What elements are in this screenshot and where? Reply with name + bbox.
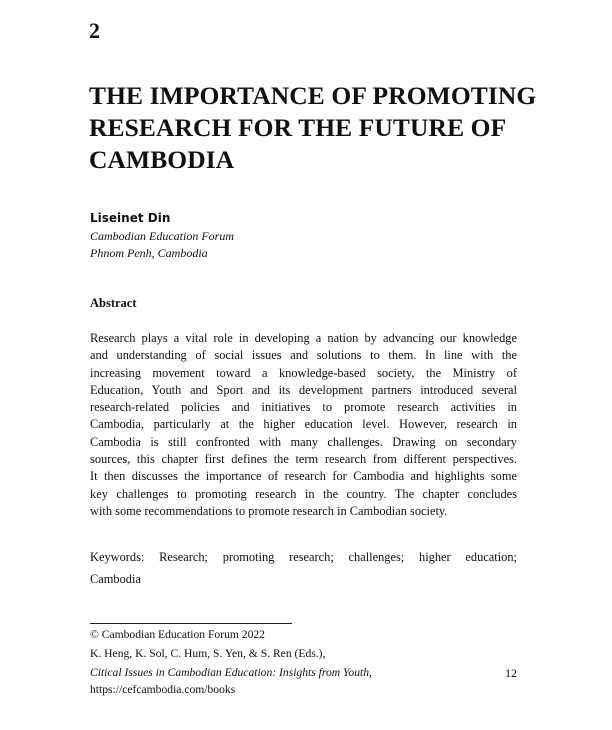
author-name: Liseinet Din xyxy=(90,211,171,225)
footnote-book-title: Citical Issues in Cambodian Education: Insights from Youth, xyxy=(90,666,372,679)
footnote-url[interactable]: https://cefcambodia.com/books xyxy=(90,683,236,696)
chapter-number: 2 xyxy=(89,18,100,43)
abstract-line: Education, Youth and Sport and its development partners introduced several xyxy=(90,382,517,397)
abstract-line: Research plays a vital role in developing a nation by advancing our knowledge xyxy=(90,331,517,345)
abstract-line: with some recommendations to promote research in Cambodian society. xyxy=(90,503,448,518)
chapter-title-line: RESEARCH FOR THE FUTURE OF xyxy=(89,113,507,142)
abstract-line: sources, this chapter first defines the term research from different perspectives. xyxy=(90,452,517,467)
abstract-line: key challenges to promoting research in the country. The chapter concludes xyxy=(90,486,517,501)
author-affiliation: Cambodian Education Forum xyxy=(90,229,234,243)
abstract-line: It then discusses the importance of research for Cambodia and highlights some xyxy=(90,469,517,484)
chapter-title-line: THE IMPORTANCE OF PROMOTING xyxy=(89,81,537,110)
footnote-editors: K. Heng, K. Sol, C. Hum, S. Yen, & S. Ren (Eds.), xyxy=(90,647,326,660)
chapter-title-line: CAMBODIA xyxy=(89,145,235,174)
author-location: Phnom Penh, Cambodia xyxy=(90,246,208,260)
chapter-title xyxy=(89,80,537,176)
page-number: 12 xyxy=(505,666,517,680)
abstract-line: Cambodia, particularly at the higher education level. However, research in xyxy=(90,417,517,432)
abstract-heading: Abstract xyxy=(90,296,137,310)
footnote-copyright: © Cambodian Education Forum 2022 xyxy=(90,628,265,641)
keywords xyxy=(90,546,517,590)
abstract-body xyxy=(90,330,517,520)
abstract-line: increasing movement toward a knowledge-based society, the Ministry of xyxy=(90,365,517,380)
abstract-line: research-related policies and initiatives to promote research activities in xyxy=(90,400,517,415)
footnote-divider xyxy=(90,623,292,624)
keywords-line: Keywords: Research; promoting research; challenges; higher education; xyxy=(90,550,517,564)
abstract-line: Cambodia is still confronted with many challenges. Drawing on secondary xyxy=(90,434,517,449)
keywords-line: Cambodia xyxy=(90,572,141,586)
abstract-line: and understanding of social issues and solutions to them. In line with the xyxy=(90,348,517,363)
